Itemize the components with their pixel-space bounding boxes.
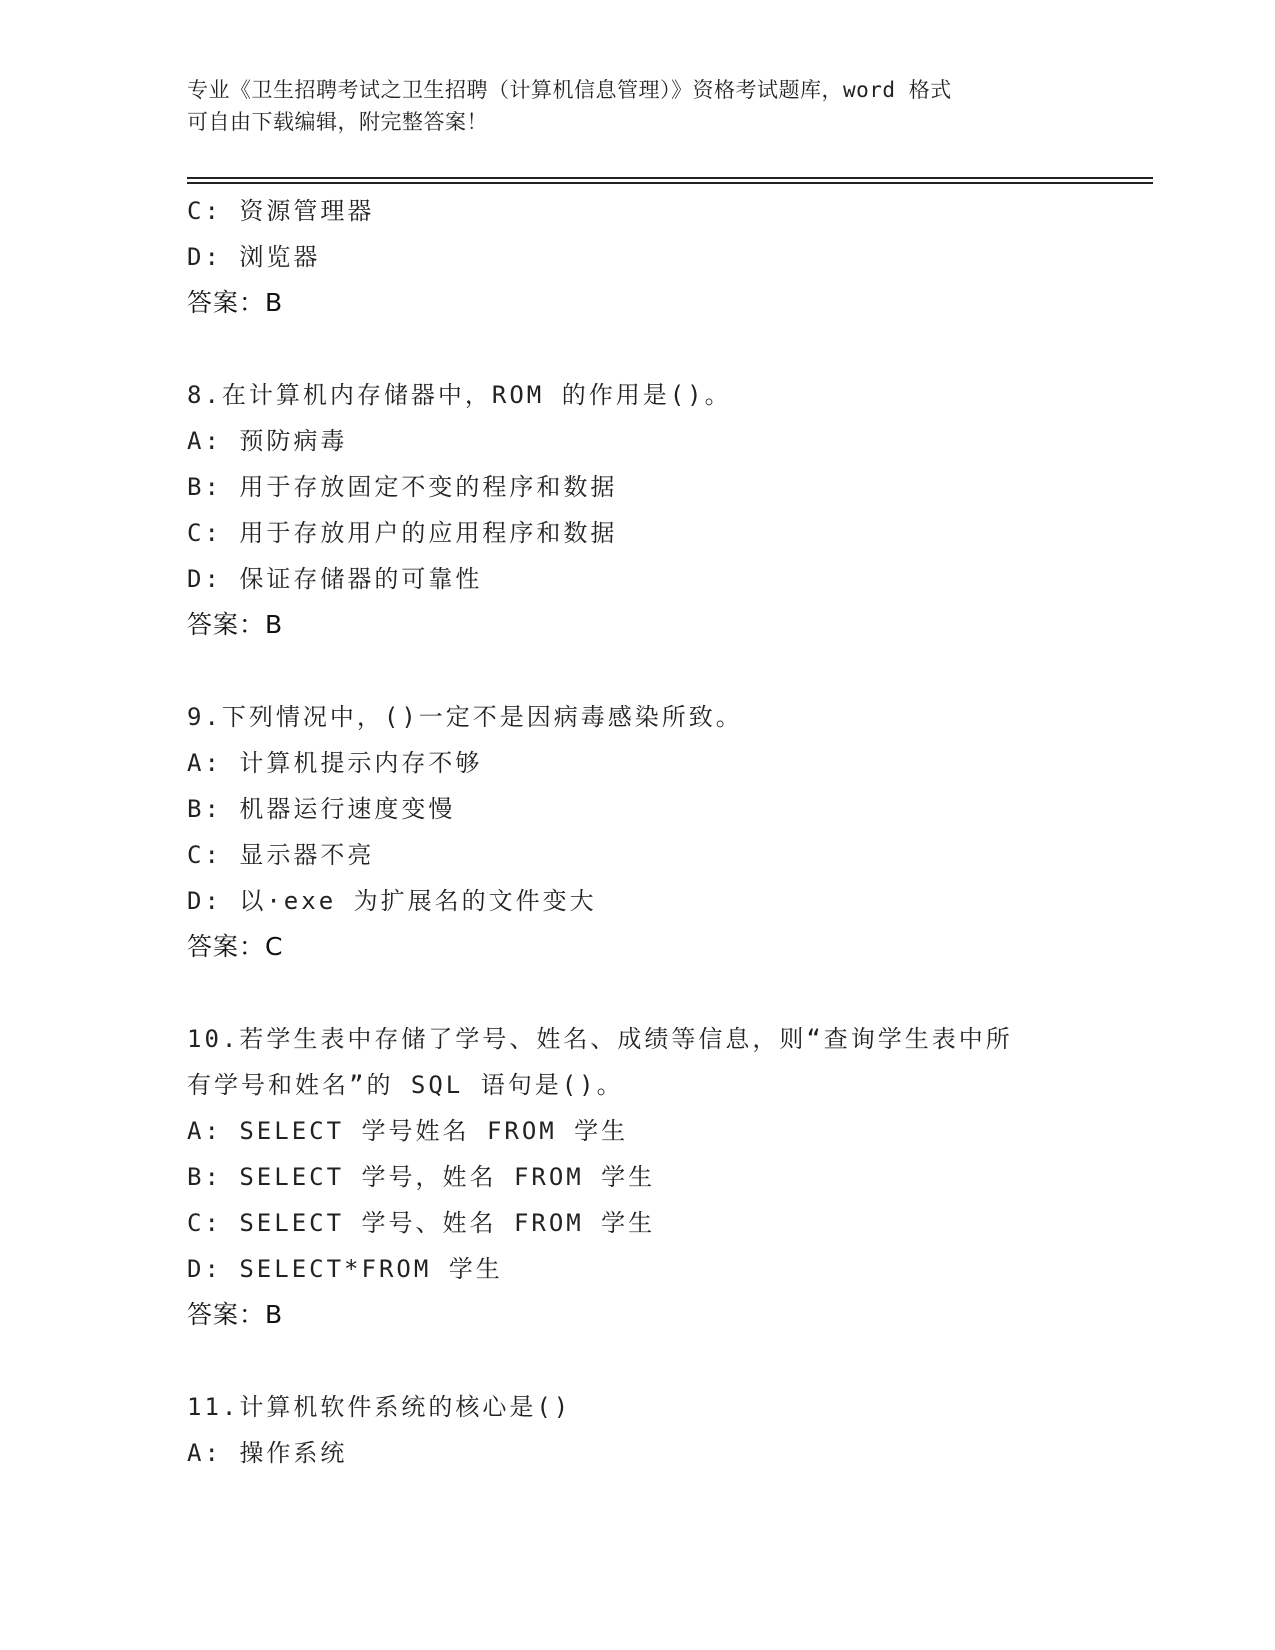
option-c: C: SELECT 学号、姓名 FROM 学生: [187, 1209, 656, 1237]
answer-line: 答案：B: [187, 610, 284, 639]
option-b: B: 机器运行速度变慢: [187, 795, 456, 823]
question-stem-line-1: 10.若学生表中存储了学号、姓名、成绩等信息，则“查询学生表中所: [187, 1025, 1013, 1053]
question-stem: 9.下列情况中，()一定不是因病毒感染所致。: [187, 703, 743, 731]
answer-line: 答案：C: [187, 932, 284, 961]
spacer: [187, 1338, 1087, 1384]
page-header: [187, 74, 1067, 138]
question-stem: 8.在计算机内存储器中，ROM 的作用是()。: [187, 381, 732, 409]
option-a: A: 计算机提示内存不够: [187, 749, 483, 777]
option-c: C: 显示器不亮: [187, 841, 375, 869]
question-block-7: [187, 188, 1087, 326]
question-block-9: [187, 694, 1087, 970]
question-block-11: [187, 1384, 1087, 1476]
question-list: [187, 188, 1087, 1476]
header-line-2: 可自由下载编辑，附完整答案！: [187, 110, 488, 134]
option-d: D: 以·exe 为扩展名的文件变大: [187, 887, 597, 915]
question-block-10: [187, 1016, 1087, 1338]
option-d: D: 保证存储器的可靠性: [187, 565, 483, 593]
header-line-1: 专业《卫生招聘考试之卫生招聘（计算机信息管理）》资格考试题库，word 格式: [187, 78, 952, 102]
question-block-8: [187, 372, 1087, 648]
answer-line: 答案：B: [187, 288, 284, 317]
question-stem: 11.计算机软件系统的核心是(): [187, 1393, 572, 1421]
option-d: D: 浏览器: [187, 243, 321, 271]
header-divider-top: [187, 177, 1153, 179]
option-b: B: 用于存放固定不变的程序和数据: [187, 473, 618, 501]
option-c: C: 资源管理器: [187, 197, 375, 225]
spacer: [187, 970, 1087, 1016]
option-a: A: 操作系统: [187, 1439, 348, 1467]
spacer: [187, 326, 1087, 372]
option-c: C: 用于存放用户的应用程序和数据: [187, 519, 618, 547]
spacer: [187, 648, 1087, 694]
answer-line: 答案：B: [187, 1300, 284, 1329]
option-a: A: SELECT 学号姓名 FROM 学生: [187, 1117, 629, 1145]
question-stem-line-2: 有学号和姓名”的 SQL 语句是()。: [187, 1071, 624, 1099]
option-a: A: 预防病毒: [187, 427, 348, 455]
header-divider-bottom: [187, 182, 1153, 184]
option-b: B: SELECT 学号，姓名 FROM 学生: [187, 1163, 656, 1191]
option-d: D: SELECT*FROM 学生: [187, 1255, 503, 1283]
